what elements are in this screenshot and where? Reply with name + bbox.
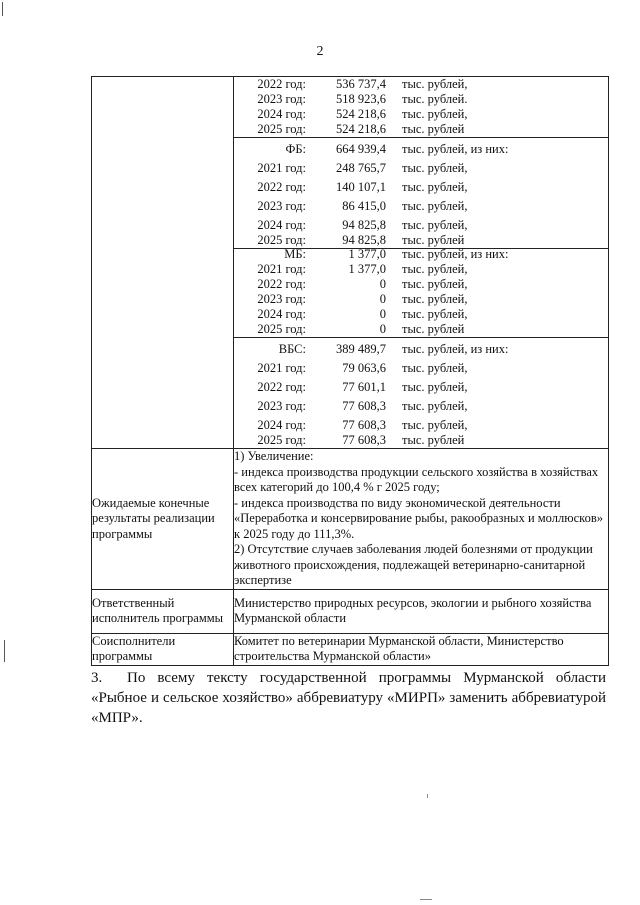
paragraph-number: 3. <box>91 670 103 686</box>
financing-unit: тыс. рублей, <box>402 292 468 306</box>
financing-unit: тыс. рублей, <box>402 277 468 291</box>
scan-speck <box>427 794 428 798</box>
financing-unit: тыс. рублей, <box>402 361 468 375</box>
financing-row-line <box>234 77 608 92</box>
paragraph-3 <box>91 668 606 728</box>
financing-row-line <box>234 433 608 448</box>
financing-unit: тыс. рублей, <box>402 180 468 194</box>
financing-year: 2021 год: <box>257 361 306 375</box>
financing-year: 2022 год: <box>257 380 306 394</box>
results-label: Ожидаемые конечные результаты реализации программы <box>92 449 234 590</box>
financing-row-line <box>234 249 608 262</box>
financing-unit: тыс. рублей, <box>402 77 468 91</box>
financing-value: 0 <box>379 307 386 321</box>
financing-value: 0 <box>379 292 386 306</box>
financing-value: 140 107,1 <box>336 180 386 194</box>
financing-row-line <box>234 138 608 157</box>
financing-year: 2024 год: <box>257 107 306 121</box>
financing-value: 536 737,4 <box>336 77 386 91</box>
financing-value: 77 608,3 <box>342 433 386 447</box>
scan-speck <box>420 899 432 900</box>
financing-unit: тыс. рублей, <box>402 380 468 394</box>
scan-mark <box>4 640 5 662</box>
financing-row-line <box>234 195 608 214</box>
financing-unit: тыс. рублей, <box>402 307 468 321</box>
passport-table <box>91 76 609 666</box>
financing-row-line <box>234 214 608 233</box>
financing-row-line <box>234 307 608 322</box>
financing-year: 2022 год: <box>257 277 306 291</box>
financing-value: 524 218,6 <box>336 122 386 136</box>
financing-groups <box>234 77 608 448</box>
financing-value: 1 377,0 <box>348 262 386 276</box>
financing-value: 77 608,3 <box>342 418 386 432</box>
financing-year: 2024 год: <box>257 418 306 432</box>
financing-year: 2023 год: <box>257 92 306 106</box>
financing-row-line <box>234 357 608 376</box>
financing-value: 77 608,3 <box>342 399 386 413</box>
financing-value: 0 <box>379 277 386 291</box>
paragraph-text: По всему тексту государственной программы Мурманской области «Рыбное и сельское хозяйство» аббревиатуру «МИРП» заменить аббревиатурой «МПР». <box>91 670 606 726</box>
financing-unit: тыс. рублей, <box>402 399 468 413</box>
financing-group <box>234 249 608 338</box>
financing-unit: тыс. рублей, <box>402 161 468 175</box>
financing-year: 2021 год: <box>257 262 306 276</box>
financing-unit: тыс. рублей, <box>402 418 468 432</box>
financing-group <box>234 77 608 138</box>
financing-unit: тыс. рублей <box>402 433 465 447</box>
financing-year: 2024 год: <box>257 307 306 321</box>
financing-year: 2021 год: <box>257 161 306 175</box>
financing-value: 1 377,0 <box>348 247 386 261</box>
results-row <box>92 449 609 590</box>
financing-unit: тыс. рублей <box>402 322 465 336</box>
financing-unit: тыс. рублей, <box>402 199 468 213</box>
financing-row-line <box>234 176 608 195</box>
financing-group <box>234 138 608 249</box>
financing-value: 389 489,7 <box>336 342 386 356</box>
financing-row-line <box>234 92 608 107</box>
financing-year: 2025 год: <box>257 233 306 247</box>
results-line: 2) Отсутствие случаев заболевания людей болезнями от продукции животного происхождения, подлежащей ветеринарно-санитарной экспертизе <box>234 542 593 587</box>
financing-year: ВБС: <box>278 342 306 356</box>
responsible-value: Министерство природных ресурсов, экологии и рыбного хозяйства Мурманской области <box>234 589 609 633</box>
financing-row-line <box>234 338 608 357</box>
coexecutors-label: Соисполнители программы <box>92 633 234 665</box>
financing-row-line <box>234 122 608 137</box>
responsible-row <box>92 589 609 633</box>
financing-year: 2023 год: <box>257 292 306 306</box>
financing-year: МБ: <box>284 247 306 261</box>
financing-year: 2025 год: <box>257 122 306 136</box>
scan-mark <box>2 2 3 16</box>
financing-row-line <box>234 262 608 277</box>
financing-row-line <box>234 322 608 337</box>
results-line: - индекса производства продукции сельского хозяйства в хозяйствах всех категорий до 100,4 % г 2025 году; <box>234 464 599 494</box>
results-text <box>234 449 609 590</box>
financing-year: 2023 год: <box>257 399 306 413</box>
financing-unit: тыс. рублей, из них: <box>402 142 509 156</box>
financing-row-line <box>234 277 608 292</box>
financing-unit: тыс. рублей, из них: <box>402 247 509 261</box>
coexecutors-row <box>92 633 609 665</box>
financing-year: 2024 год: <box>257 218 306 232</box>
financing-value: 664 939,4 <box>336 142 386 156</box>
financing-cell <box>234 77 609 449</box>
financing-row-line <box>234 107 608 122</box>
financing-value: 524 218,6 <box>336 107 386 121</box>
financing-value: 86 415,0 <box>342 199 386 213</box>
financing-group <box>234 338 608 448</box>
financing-row-line <box>234 395 608 414</box>
financing-row-line <box>234 292 608 307</box>
financing-year: 2022 год: <box>257 180 306 194</box>
financing-value: 94 825,8 <box>342 233 386 247</box>
financing-value: 0 <box>379 322 386 336</box>
financing-value: 77 601,1 <box>342 380 386 394</box>
financing-unit: тыс. рублей <box>402 233 465 247</box>
results-line: 1) Увеличение: <box>234 449 314 463</box>
financing-unit: тыс. рублей, <box>402 218 468 232</box>
financing-value: 248 765,7 <box>336 161 386 175</box>
financing-year: 2023 год: <box>257 199 306 213</box>
financing-row-line <box>234 157 608 176</box>
financing-row-line <box>234 414 608 433</box>
financing-row <box>92 77 609 449</box>
financing-value: 79 063,6 <box>342 361 386 375</box>
financing-unit: тыс. рублей, <box>402 262 468 276</box>
financing-row-line <box>234 376 608 395</box>
financing-unit: тыс. рублей <box>402 122 465 136</box>
financing-year: 2025 год: <box>257 322 306 336</box>
financing-value: 518 923,6 <box>336 92 386 106</box>
responsible-label: Ответственный исполнитель программы <box>92 589 234 633</box>
financing-unit: тыс. рублей. <box>402 92 468 106</box>
page-number: 2 <box>316 44 324 59</box>
financing-year: ФБ: <box>285 142 306 156</box>
financing-value: 94 825,8 <box>342 218 386 232</box>
results-line: - индекса производства по виду экономической деятельности «Переработка и консервирование рыбы, ракообразных и моллюсков» к 2025 году до 111,3%. <box>234 495 603 541</box>
financing-label-cell <box>92 77 234 449</box>
financing-unit: тыс. рублей, из них: <box>402 342 509 356</box>
coexecutors-value: Комитет по ветеринарии Мурманской области, Министерство строительства Мурманской области» <box>234 633 609 665</box>
financing-row-line <box>234 233 608 248</box>
financing-year: 2025 год: <box>257 433 306 447</box>
financing-year: 2022 год: <box>257 77 306 91</box>
financing-unit: тыс. рублей, <box>402 107 468 121</box>
